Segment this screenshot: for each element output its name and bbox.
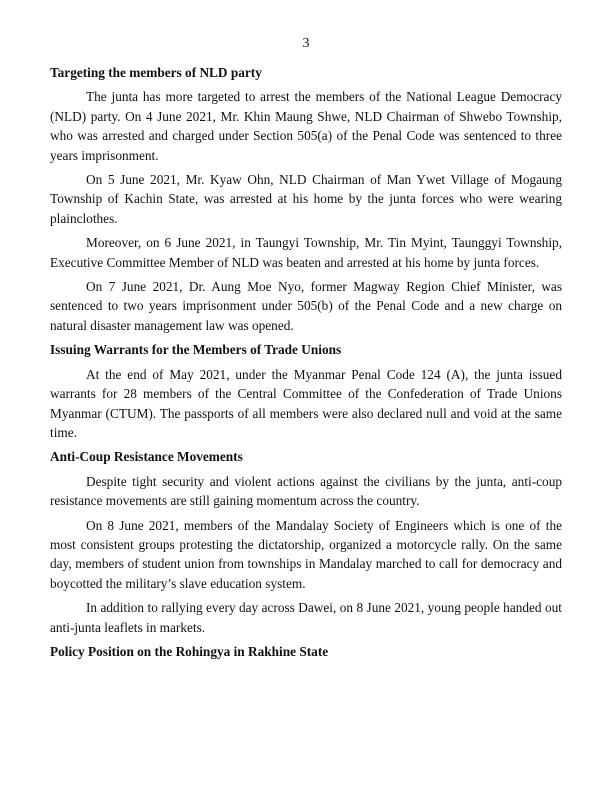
section-heading: Targeting the members of NLD party (50, 65, 262, 80)
paragraph: Moreover, on 6 June 2021, in Taungyi Township, Mr. Tin Myint, Taunggyi Township, Executive Committee Member of NLD was beaten and arrested at his home by junta forces. (50, 235, 562, 270)
section-heading: Anti-Coup Resistance Movements (50, 449, 243, 465)
section-targeting-nld (50, 63, 562, 335)
paragraph: At the end of May 2021, under the Myanmar Penal Code 124 (A), the junta issued warrants for 28 members of the Central Committee of the Confederation of Trade Unions Myanmar (CTUM). The passports of all members were also declared null and void at the same time. (50, 366, 562, 440)
paragraph: The junta has more targeted to arrest the members of the National League Democracy (NLD) party. On 4 June 2021, Mr. Khin Maung Shwe, NLD Chairman of Shwebo Township, who was arrested and charged under Section 505(a) of the Penal Code was sentenced to three years imprisonment. (50, 89, 562, 163)
section-heading: Issuing Warrants for the Members of Trade Unions (50, 342, 342, 358)
section-rohingya-policy (50, 642, 562, 661)
paragraph: On 7 June 2021, Dr. Aung Moe Nyo, former Magway Region Chief Minister, was sentenced to two years imprisonment under 505(b) of the Penal Code and a new charge on natural disaster management law was opened. (50, 279, 562, 333)
page-number: 3 (302, 36, 310, 51)
section-heading: Policy Position on the Rohingya in Rakhine State (50, 643, 329, 659)
paragraph: In addition to rallying every day across Dawei, on 8 June 2021, young people handed out anti-junta leaflets in markets. (50, 600, 562, 635)
paragraph: Despite tight security and violent actions against the civilians by the junta, anti-coup resistance movements are still gaining momentum across the country. (50, 473, 562, 509)
section-resistance-movements (50, 447, 562, 637)
paragraph: On 5 June 2021, Mr. Kyaw Ohn, NLD Chairman of Man Ywet Village of Mogaung Township of Kachin State, was arrested at his home by the junta forces who were wearing plainclothes. (50, 172, 562, 226)
document-body (50, 63, 562, 666)
paragraph: On 8 June 2021, members of the Mandalay Society of Engineers which is one of the most consistent groups protesting the dictatorship, organized a motorcycle rally. On the same day, members of student union from townships in Mandalay marched to call for democracy and boycotted the military’s slave education system. (50, 517, 562, 591)
section-trade-unions (50, 340, 562, 442)
